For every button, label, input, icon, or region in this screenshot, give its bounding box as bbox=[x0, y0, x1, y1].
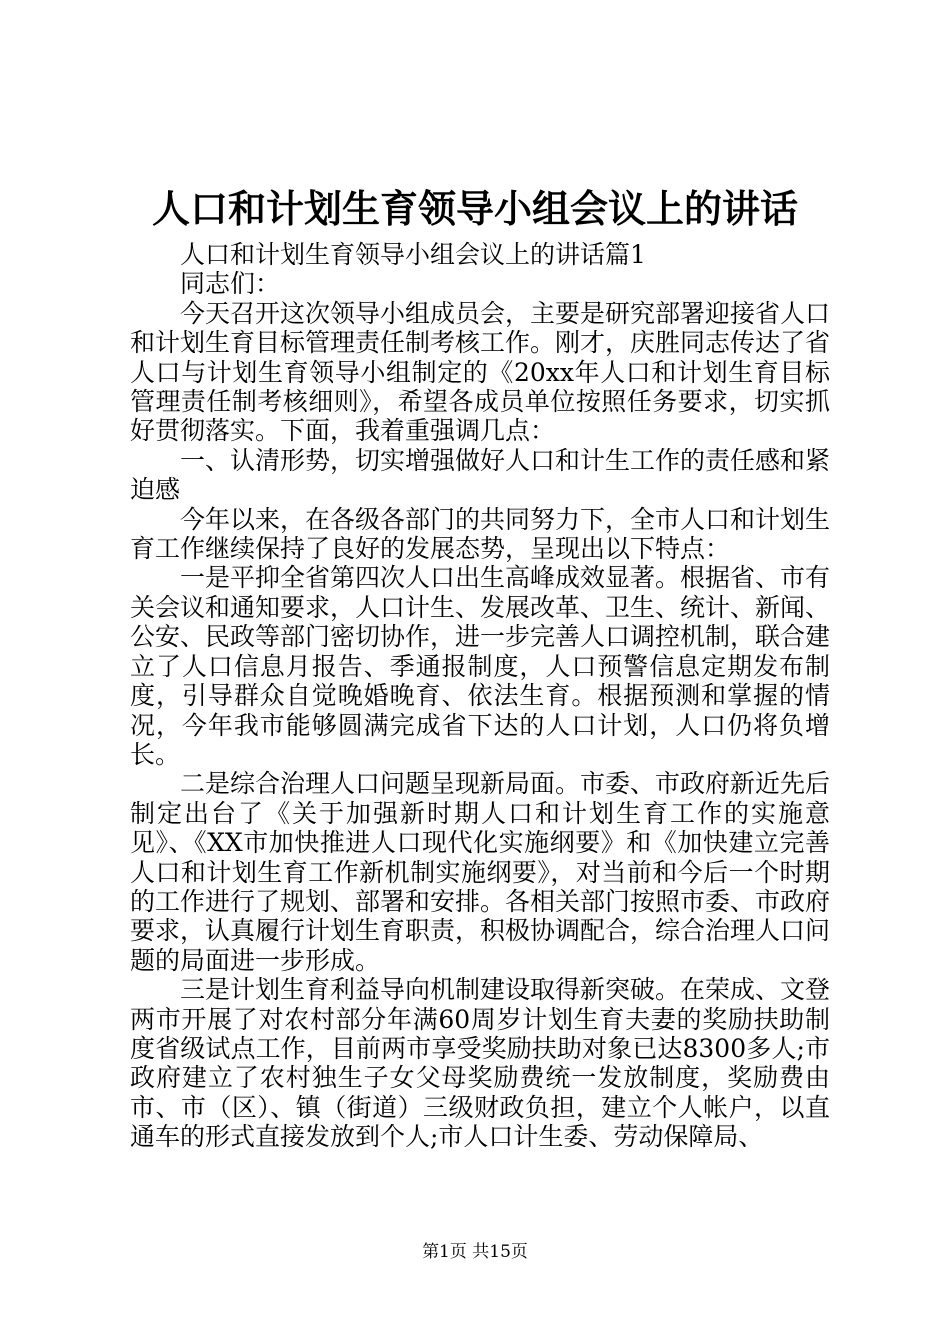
page-footer: 第1页 共15页 bbox=[422, 1242, 528, 1262]
point-three-paragraph: 三是计划生育利益导向机制建设取得新突破。在荣成、文登两市开展了对农村部分年满60周岁计划生育夫妻的奖励扶助制度省级试点工作，目前两市享受奖励扶助对象已达8300多人;市政府建立了农村独生子女父母奖励费统一发放制度，奖励费由市、市（区）、镇（街道）三级财政负担，建立个人帐户，以直通车的形式直接发放到个人;市人口计生委、劳动保障局、 bbox=[130, 975, 831, 1152]
salutation-paragraph: 同志们： bbox=[180, 269, 281, 299]
intro-paragraph: 今天召开这次领导小组成员会，主要是研究部署迎接省人口和计划生育目标管理责任制考核工作。刚才，庆胜同志传达了省人口与计划生育领导小组制定的《20xx年人口和计划生育目标管理责任制考核细则》，希望各成员单位按照任务要求，切实抓好贯彻落实。下面，我着重强调几点： bbox=[130, 298, 831, 446]
section-heading-paragraph: 一、认清形势，切实增强做好人口和计生工作的责任感和紧迫感 bbox=[130, 445, 831, 505]
overview-paragraph: 今年以来，在各级各部门的共同努力下，全市人口和计划生育工作继续保持了良好的发展态势，呈现出以下特点： bbox=[130, 504, 831, 564]
point-two-paragraph: 二是综合治理人口问题呈现新局面。市委、市政府新近先后制定出台了《关于加强新时期人口和计划生育工作的实施意见》、《XX市加快推进人口现代化实施纲要》和《加快建立完善人口和计划生育工作新机制实施纲要》，对当前和今后一个时期的工作进行了规划、部署和安排。各相关部门按照市委、市政府要求，认真履行计划生育职责，积极协调配合，综合治理人口问题的局面进一步形成。 bbox=[130, 769, 831, 975]
subtitle-paragraph: 人口和计划生育领导小组会议上的讲话篇1 bbox=[180, 240, 646, 269]
document-body bbox=[130, 240, 830, 1152]
point-one-paragraph: 一是平抑全省第四次人口出生高峰成效显著。根据省、市有关会议和通知要求，人口计生、发展改革、卫生、统计、新闻、公安、民政等部门密切协作，进一步完善人口调控机制，联合建立了人口信息月报告、季通报制度，人口预警信息定期发布制度，引导群众自觉晚婚晚育、依法生育。根据预测和掌握的情况，今年我市能够圆满完成省下达的人口计划，人口仍将负增长。 bbox=[130, 563, 831, 769]
page-title: 人口和计划生育领导小组会议上的讲话 bbox=[151, 186, 798, 231]
